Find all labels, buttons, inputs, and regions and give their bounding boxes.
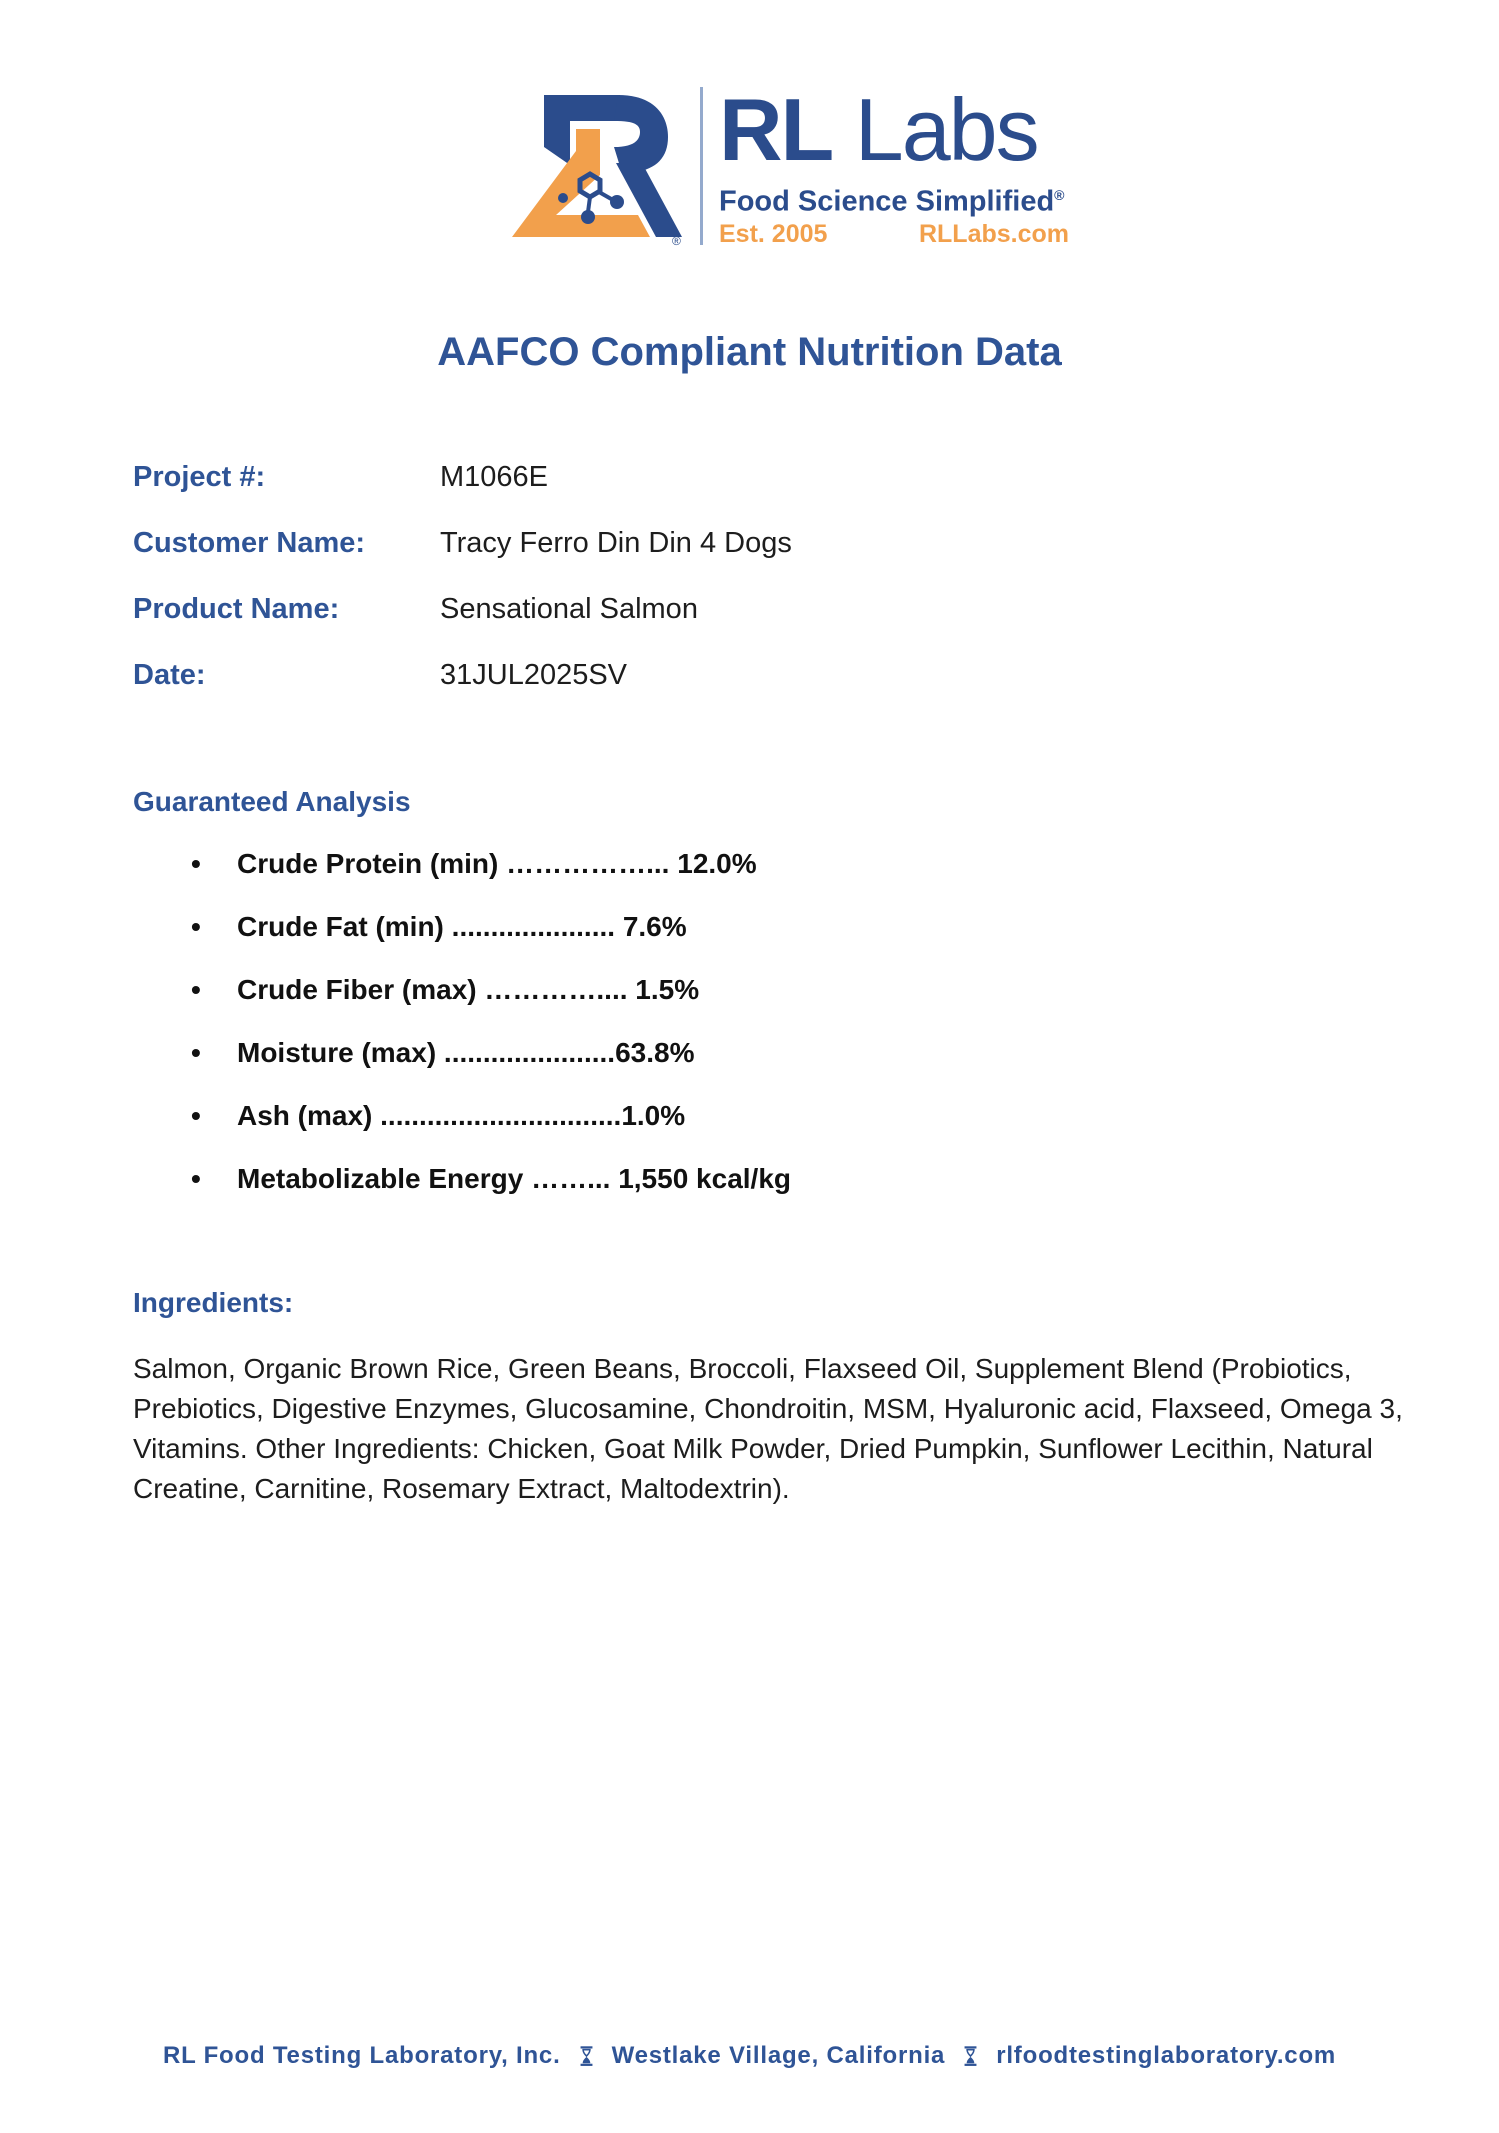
brand-tagline bbox=[719, 180, 1069, 217]
analysis-item-crude-fat bbox=[133, 909, 791, 944]
info-row-customer bbox=[133, 528, 792, 558]
brand-name-light: Labs bbox=[854, 80, 1038, 179]
brand-name-bold: RL bbox=[719, 80, 833, 179]
bullet-icon: • bbox=[191, 848, 201, 879]
analysis-item-text: Ash (max) ...............................1.0% bbox=[237, 1100, 686, 1131]
info-label: Date: bbox=[133, 659, 206, 691]
r-loop bbox=[614, 95, 668, 173]
info-label: Project #: bbox=[133, 461, 266, 493]
footer bbox=[0, 2042, 1499, 2070]
info-row-project bbox=[133, 462, 792, 492]
brand-logo bbox=[500, 80, 1069, 248]
ingredients-line: Vitamins. Other Ingredients: Chicken, Goat Milk Powder, Dried Pumpkin, Sunflower Lecithin, Natural bbox=[133, 1433, 1373, 1464]
footer-website: rlfoodtestinglaboratory.com bbox=[996, 2042, 1337, 2069]
analysis-item-text: Metabolizable Energy ……... 1,550 kcal/kg bbox=[237, 1163, 792, 1194]
guaranteed-analysis-section bbox=[133, 786, 791, 1224]
footer-flask-icon bbox=[962, 2044, 979, 2069]
brand-text bbox=[719, 80, 1069, 248]
ingredients-text bbox=[133, 1349, 1433, 1509]
info-row-date bbox=[133, 660, 792, 690]
brand-established: Est. 2005 bbox=[719, 220, 828, 248]
analysis-item-metabolizable-energy bbox=[133, 1161, 791, 1196]
info-value: Tracy Ferro Din Din 4 Dogs bbox=[440, 527, 792, 559]
ingredients-section bbox=[133, 1287, 1433, 1509]
logo-registered-mark: ® bbox=[672, 234, 681, 247]
bullet-icon: • bbox=[191, 911, 201, 942]
bullet-icon: • bbox=[191, 1037, 201, 1068]
flask-logo-icon bbox=[500, 85, 682, 247]
info-label: Product Name: bbox=[133, 593, 340, 625]
bullet-icon: • bbox=[191, 1163, 201, 1194]
analysis-item-text: Crude Fiber (max) ………….... 1.5% bbox=[237, 974, 700, 1005]
analysis-item-text: Crude Fat (min) ..................... 7.6% bbox=[237, 911, 687, 942]
r-stem bbox=[544, 95, 570, 165]
tagline-registered-mark: ® bbox=[1054, 186, 1065, 203]
logo-divider bbox=[700, 87, 703, 245]
brand-website: RLLabs.com bbox=[918, 220, 1069, 248]
brand-tagline-text: Food Science Simplified bbox=[719, 185, 1055, 218]
analysis-item-crude-fiber bbox=[133, 972, 791, 1007]
guaranteed-analysis-heading: Guaranteed Analysis bbox=[133, 786, 411, 817]
ingredients-line: Creatine, Carnitine, Rosemary Extract, Maltodextrin). bbox=[133, 1473, 790, 1504]
info-row-product bbox=[133, 594, 792, 624]
analysis-item-text: Moisture (max) ......................63.8% bbox=[237, 1037, 695, 1068]
brand-name bbox=[719, 80, 1069, 179]
info-value: M1066E bbox=[440, 461, 549, 493]
analysis-item-moisture bbox=[133, 1035, 791, 1070]
brand-meta bbox=[719, 221, 1069, 247]
info-label: Customer Name: bbox=[133, 527, 366, 559]
info-value: 31JUL2025SV bbox=[440, 659, 628, 691]
ingredients-line: Salmon, Organic Brown Rice, Green Beans, Broccoli, Flaxseed Oil, Supplement Blend (Probiotics, bbox=[133, 1353, 1352, 1384]
ingredients-heading: Ingredients: bbox=[133, 1287, 294, 1318]
info-value: Sensational Salmon bbox=[440, 593, 698, 625]
ingredients-line: Prebiotics, Digestive Enzymes, Glucosamine, Chondroitin, MSM, Hyaluronic acid, Flaxseed, Omega 3, bbox=[133, 1393, 1403, 1424]
bullet-icon: • bbox=[191, 974, 201, 1005]
project-info bbox=[133, 462, 792, 726]
analysis-item-text: Crude Protein (min) ……………... 12.0% bbox=[237, 848, 757, 879]
footer-company: RL Food Testing Laboratory, Inc. bbox=[162, 2042, 561, 2069]
bullet-icon: • bbox=[191, 1100, 201, 1131]
analysis-item-ash bbox=[133, 1098, 791, 1133]
footer-flask-icon bbox=[578, 2044, 595, 2069]
footer-location: Westlake Village, California bbox=[611, 2042, 946, 2069]
analysis-item-crude-protein bbox=[133, 846, 791, 881]
guaranteed-analysis-list bbox=[133, 846, 791, 1196]
page-title: AAFCO Compliant Nutrition Data bbox=[437, 330, 1062, 374]
